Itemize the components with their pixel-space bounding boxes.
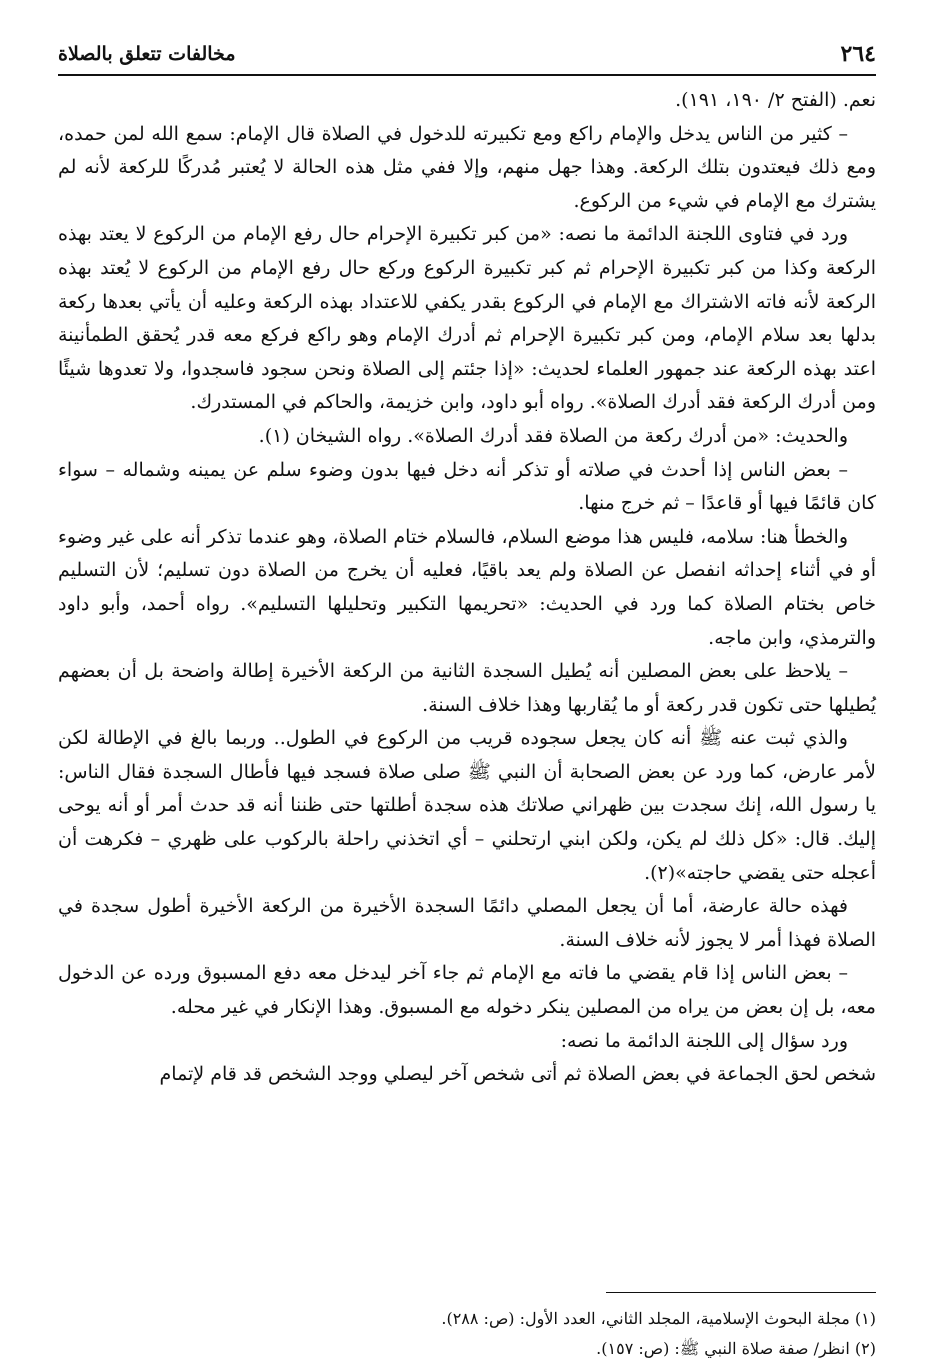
footnote: (٢) انظر/ صفة صلاة النبي ﷺ: (ص: ١٥٧). [596,1339,876,1358]
paragraph: – كثير من الناس يدخل والإمام راكع ومع تكبيرته للدخول في الصلاة قال الإمام: سمع الله لمن حمده، ومع ذلك فيعتدون بتلك الركعة. وهذا جهل منهم، وإلا ففي مثل هذه الحالة لا يُعتبر مُدركًا للركعة لأنه لم يشترك مع الإمام في شيء من الركوع. [58,122,876,212]
header-rule [58,74,876,76]
footnotes [58,1304,876,1364]
running-title: مخالفات تتعلق بالصلاة [58,43,236,65]
paragraph: والذي ثبت عنه ﷺ أنه كان يجعل سجوده قريب من الركوع في الطول.. وربما بالغ في الإطالة لكن لأمر عارض، كما ورد عن بعض الصحابة أن النبي ﷺ صلى صلاة فسجد فيها فأطال السجدة فقال الناس: يا رسول الله، إنك سجدت بين ظهراني صلاتك هذه سجدة أطلتها حتى ظننا أنه قد حدث أمر أو أنه يوحى إليك. قال: «كل ذلك لم يكن، ولكن ابني ارتحلني – أي اتخذني راحلة بالركوب على ظهري – فكرهت أن أعجله حتى يقضي حاجته»(٢). [58,727,876,884]
body-text [58,84,876,1092]
book-page [58,38,876,1358]
paragraph: والحديث: «من أدرك ركعة من الصلاة فقد أدرك الصلاة». رواه الشيخان (١). [258,424,848,447]
paragraph: شخص لحق الجماعة في بعض الصلاة ثم أتى شخص آخر ليصلي ووجد الشخص قد قام لإتمام [159,1063,876,1086]
page-header [58,38,876,70]
paragraph: – بعض الناس إذا قام يقضي ما فاته مع الإمام ثم جاء آخر ليدخل معه دفع المسبوق ورده عن الدخول معه، بل إن بعض من يراه من المصلين ينكر دخوله مع المسبوق. وهذا الإنكار في غير محله. [58,962,876,1019]
paragraph: – بعض الناس إذا أحدث في صلاته أو تذكر أنه دخل فيها بدون وضوء سلم عن يمينه وشماله – سواء كان قائمًا فيها أو قاعدًا – ثم خرج منها. [58,458,876,515]
page-number: ٢٦٤ [840,41,876,67]
footnote: (١) مجلة البحوث الإسلامية، المجلد الثاني، العدد الأول: (ص: ٢٨٨). [441,1309,876,1328]
paragraph: ورد في فتاوى اللجنة الدائمة ما نصه: «من كبر تكبيرة الإحرام حال رفع الإمام من الركوع لا يعتد بهذه الركعة وكذا من كبر تكبيرة الإحرام ثم كبر تكبيرة الركوع وركع حال رفع الإمام من الركوع لا يُعتد بهذه الركعة لأنه فاته الاشتراك مع الإمام في الركوع بقدر يكفي للاعتداد بهذه الركعة وعليه أن يأتي بعدها ركعة بدلها بعد سلام الإمام، ومن كبر تكبيرة الإحرام ثم أدرك الإمام وهو راكع فركع معه قدر يُحقق الطمأنينة اعتد بهذه الركعة عند جمهور العلماء لحديث: «إذا جئتم إلى الصلاة ونحن سجود فاسجدوا، ولا تعدوها شيئًا ومن أدرك الركعة فقد أدرك الصلاة». رواه أبو داود، وابن خزيمة، والحاكم في المستدرك. [58,223,876,414]
paragraph: نعم. (الفتح ٢/ ١٩٠، ١٩١). [675,89,876,111]
paragraph: ورد سؤال إلى اللجنة الدائمة ما نصه: [560,1029,848,1052]
paragraph: والخطأ هنا: سلامه، فليس هذا موضع السلام، فالسلام ختام الصلاة، وهو عندما تذكر أنه على غير وضوء أو في أثناء إحداثه انفصل عن الصلاة ولم يعد باقيًا، فعليه أن يخرج من الصلاة دون تسليم؛ لأن التسليم خاص بختام الصلاة كما ورد في الحديث: «تحريمها التكبير وتحليلها التسليم». رواه أحمد، وأبو داود والترمذي، وابن ماجه. [58,525,876,649]
paragraph: فهذه حالة عارضة، أما أن يجعل المصلي دائمًا السجدة الأخيرة من الركعة الأخيرة أطول سجدة في الصلاة فهذا أمر لا يجوز لأنه خلاف السنة. [58,895,876,951]
paragraph: – يلاحظ على بعض المصلين أنه يُطيل السجدة الثانية من الركعة الأخيرة إطالة واضحة بل أن بعضهم يُطيلها حتى تكون قدر ركعة أو ما يُقاربها وهذا خلاف السنة. [58,660,876,716]
footnote-rule [606,1292,876,1293]
